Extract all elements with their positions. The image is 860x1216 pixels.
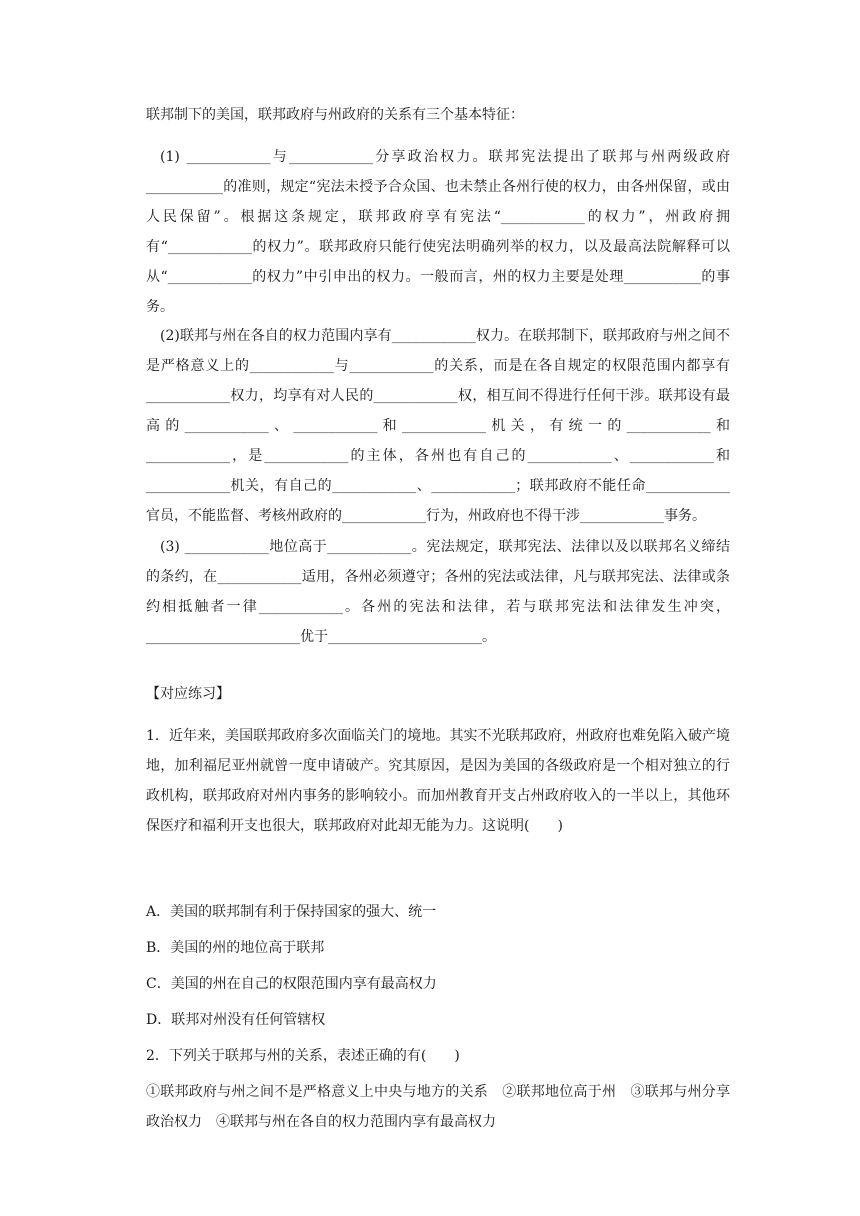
question-2-statements-text: ①联邦政府与州之间不是严格意义上中央与地方的关系 ②联邦地位高于州 ③联邦与州分享政治权力 ④联邦与州在各自的权力范围内享有最高权力 bbox=[146, 1084, 730, 1130]
option-d-text: D．联邦对州没有任何管辖权 bbox=[146, 1012, 326, 1028]
question-1-stem: 1．近年来，美国联邦政府多次面临关门的境地。其实不光联邦政府，州政府也难免陷入破产境地，加利福尼亚州就曾一度申请破产。究其原因，是因为美国的各级政府是一个相对独立的行政机构，联邦政府对州内事务的影响较小。而加州教育开支占州政府收入的一半以上，其他环保医疗和福利开支也很大，联邦政府对此却无能为力。这说明( ) bbox=[146, 728, 730, 834]
option-b-text: B．美国的州的地位高于联邦 bbox=[146, 940, 325, 956]
question-2-statements bbox=[146, 1077, 730, 1137]
question-1-option-b bbox=[146, 933, 730, 963]
feature-1-paragraph bbox=[146, 142, 730, 322]
feature-1-text: (1) ____________与____________分享政治权力。联邦宪法提出了联邦与州两级政府___________的准则，规定“宪法未授予合众国、也未禁止各州行使的权力，由各州保留，或由人民保留”。根据这条规定，联邦政府享有宪法“____________的权力”，州政府拥有“____________的权力”。联邦政府只能行使宪法明确列举的权力，以及最高法院解释可以从“____________的权力”中引申出的权力。一般而言，州的权力主要是处理___________的事务。 bbox=[146, 149, 730, 315]
question-1 bbox=[146, 721, 730, 841]
intro-text: 联邦制下的美国，联邦政府与州政府的关系有三个基本特征： bbox=[146, 107, 524, 123]
feature-2-text: (2)联邦与州在各自的权力范围内享有____________权力。在联邦制下，联邦政府与州之间不是严格意义上的____________与____________的关系，而是在各自规定的权限范围内都享有____________权力，均享有对人民的____________权，相互间不得进行任何干涉。联邦设有最高的____________、____________和____________机关，有统一的____________和____________，是____________的主体，各州也有自己的____________、____________和____________机关，有自己的____________、____________；联邦政府不能任命____________官员，不能监督、考核州政府的____________行为，州政府也不得干涉____________事务。 bbox=[146, 328, 730, 524]
question-2-stem: 2．下列关于联邦与州的关系，表述正确的有( ) bbox=[146, 1048, 460, 1064]
question-1-option-d bbox=[146, 1005, 730, 1035]
intro-paragraph bbox=[146, 100, 730, 130]
feature-2-paragraph bbox=[146, 321, 730, 531]
exercise-heading bbox=[146, 679, 730, 709]
feature-3-paragraph bbox=[146, 532, 730, 652]
exercise-heading-text: 【对应练习】 bbox=[146, 686, 230, 702]
question-1-option-c bbox=[146, 969, 730, 999]
question-2 bbox=[146, 1041, 730, 1071]
feature-3-text: (3) ____________地位高于____________。宪法规定，联邦宪法、法律以及以联邦名义缔结的条约，在____________适用，各州必须遵守；各州的宪法或法律，凡与联邦宪法、法律或条约相抵触者一律____________。各州的宪法和法律，若与联邦宪法和法律发生冲突，______________________优于______________________。 bbox=[146, 539, 730, 645]
option-c-text: C．美国的州在自己的权限范围内享有最高权力 bbox=[146, 976, 437, 992]
question-1-option-a bbox=[146, 897, 730, 927]
option-a-text: A．美国的联邦制有利于保持国家的强大、统一 bbox=[146, 904, 437, 920]
